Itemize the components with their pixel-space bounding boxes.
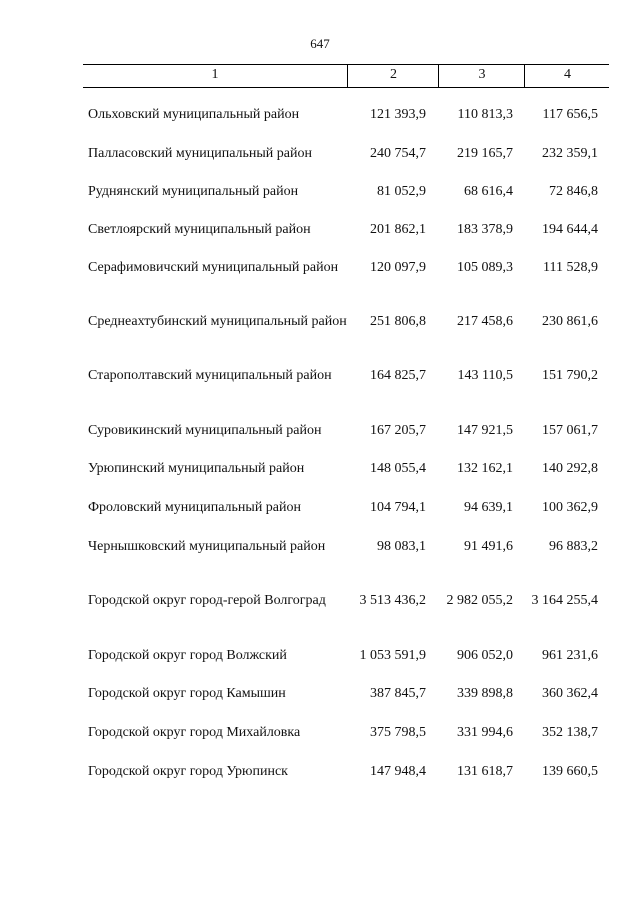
row-value-col-4: 151 790,2 xyxy=(542,368,598,383)
header-col-1: 1 xyxy=(211,67,219,82)
row-value-col-2: 375 798,5 xyxy=(370,725,426,740)
row-name: Городской округ город Камышин xyxy=(88,686,286,701)
row-name: Серафимовичский муниципальный район xyxy=(88,260,339,275)
page-number: 647 xyxy=(310,36,330,51)
row-value-col-2: 148 055,4 xyxy=(370,461,426,476)
row-value-col-3: 68 616,4 xyxy=(464,184,513,199)
row-value-col-2: 240 754,7 xyxy=(370,146,426,161)
row-value-col-2: 147 948,4 xyxy=(370,764,426,779)
table-header xyxy=(83,64,609,88)
row-value-col-4: 140 292,8 xyxy=(542,461,598,476)
row-value-col-3: 339 898,8 xyxy=(457,686,513,701)
row-value-col-3: 906 052,0 xyxy=(457,648,513,663)
row-value-col-2: 164 825,7 xyxy=(370,368,426,383)
row-value-col-2: 104 794,1 xyxy=(370,500,426,515)
row-value-col-4: 961 231,6 xyxy=(542,648,598,663)
row-name: Среднеахтубинский муниципальный район xyxy=(88,314,347,329)
row-value-col-2: 81 052,9 xyxy=(377,184,426,199)
row-value-col-2: 121 393,9 xyxy=(370,107,426,122)
row-value-col-4: 3 164 255,4 xyxy=(531,593,598,608)
row-value-col-3: 143 110,5 xyxy=(457,368,513,383)
row-name: Старополтавский муниципальный район xyxy=(88,368,332,383)
row-value-col-2: 201 862,1 xyxy=(370,222,426,237)
row-value-col-4: 100 362,9 xyxy=(542,500,598,515)
row-value-col-2: 251 806,8 xyxy=(370,314,426,329)
row-value-col-4: 72 846,8 xyxy=(549,184,598,199)
row-name: Светлоярский муниципальный район xyxy=(88,222,311,237)
row-value-col-3: 132 162,1 xyxy=(457,461,513,476)
row-name: Чернышковский муниципальный район xyxy=(88,539,326,554)
row-value-col-4: 230 861,6 xyxy=(542,314,598,329)
row-value-col-3: 110 813,3 xyxy=(457,107,513,122)
row-value-col-4: 194 644,4 xyxy=(542,222,598,237)
row-name: Урюпинский муниципальный район xyxy=(88,461,305,476)
row-name: Руднянский муниципальный район xyxy=(88,184,299,199)
row-value-col-4: 232 359,1 xyxy=(542,146,598,161)
row-value-col-3: 331 994,6 xyxy=(457,725,513,740)
row-value-col-2: 1 053 591,9 xyxy=(359,648,426,663)
header-col-4: 4 xyxy=(524,65,610,87)
header-col-2: 2 xyxy=(347,65,439,87)
row-value-col-3: 217 458,6 xyxy=(457,314,513,329)
row-value-col-3: 94 639,1 xyxy=(464,500,513,515)
row-value-col-4: 117 656,5 xyxy=(542,107,598,122)
row-value-col-2: 3 513 436,2 xyxy=(359,593,426,608)
row-value-col-3: 147 921,5 xyxy=(457,423,513,438)
header-col-3: 3 xyxy=(438,65,525,87)
row-value-col-4: 352 138,7 xyxy=(542,725,598,740)
row-value-col-4: 157 061,7 xyxy=(542,423,598,438)
row-value-col-3: 183 378,9 xyxy=(457,222,513,237)
row-name: Ольховский муниципальный район xyxy=(88,107,300,122)
row-value-col-4: 96 883,2 xyxy=(549,539,598,554)
row-value-col-2: 120 097,9 xyxy=(370,260,426,275)
row-value-col-3: 91 491,6 xyxy=(464,539,513,554)
row-name: Городской округ город Волжский xyxy=(88,648,287,663)
row-value-col-3: 2 982 055,2 xyxy=(446,593,513,608)
row-value-col-3: 219 165,7 xyxy=(457,146,513,161)
row-value-col-4: 111 528,9 xyxy=(543,260,598,275)
row-value-col-2: 98 083,1 xyxy=(377,539,426,554)
row-name: Городской округ город Урюпинск xyxy=(88,764,288,779)
row-value-col-2: 387 845,7 xyxy=(370,686,426,701)
row-value-col-3: 131 618,7 xyxy=(457,764,513,779)
row-name: Суровикинский муниципальный район xyxy=(88,423,322,438)
row-value-col-4: 360 362,4 xyxy=(542,686,598,701)
row-name: Палласовский муниципальный район xyxy=(88,146,312,161)
row-value-col-4: 139 660,5 xyxy=(542,764,598,779)
row-value-col-2: 167 205,7 xyxy=(370,423,426,438)
row-name: Городской округ город Михайловка xyxy=(88,725,301,740)
row-value-col-3: 105 089,3 xyxy=(457,260,513,275)
row-name: Фроловский муниципальный район xyxy=(88,500,302,515)
row-name: Городской округ город-герой Волгоград xyxy=(88,593,326,608)
